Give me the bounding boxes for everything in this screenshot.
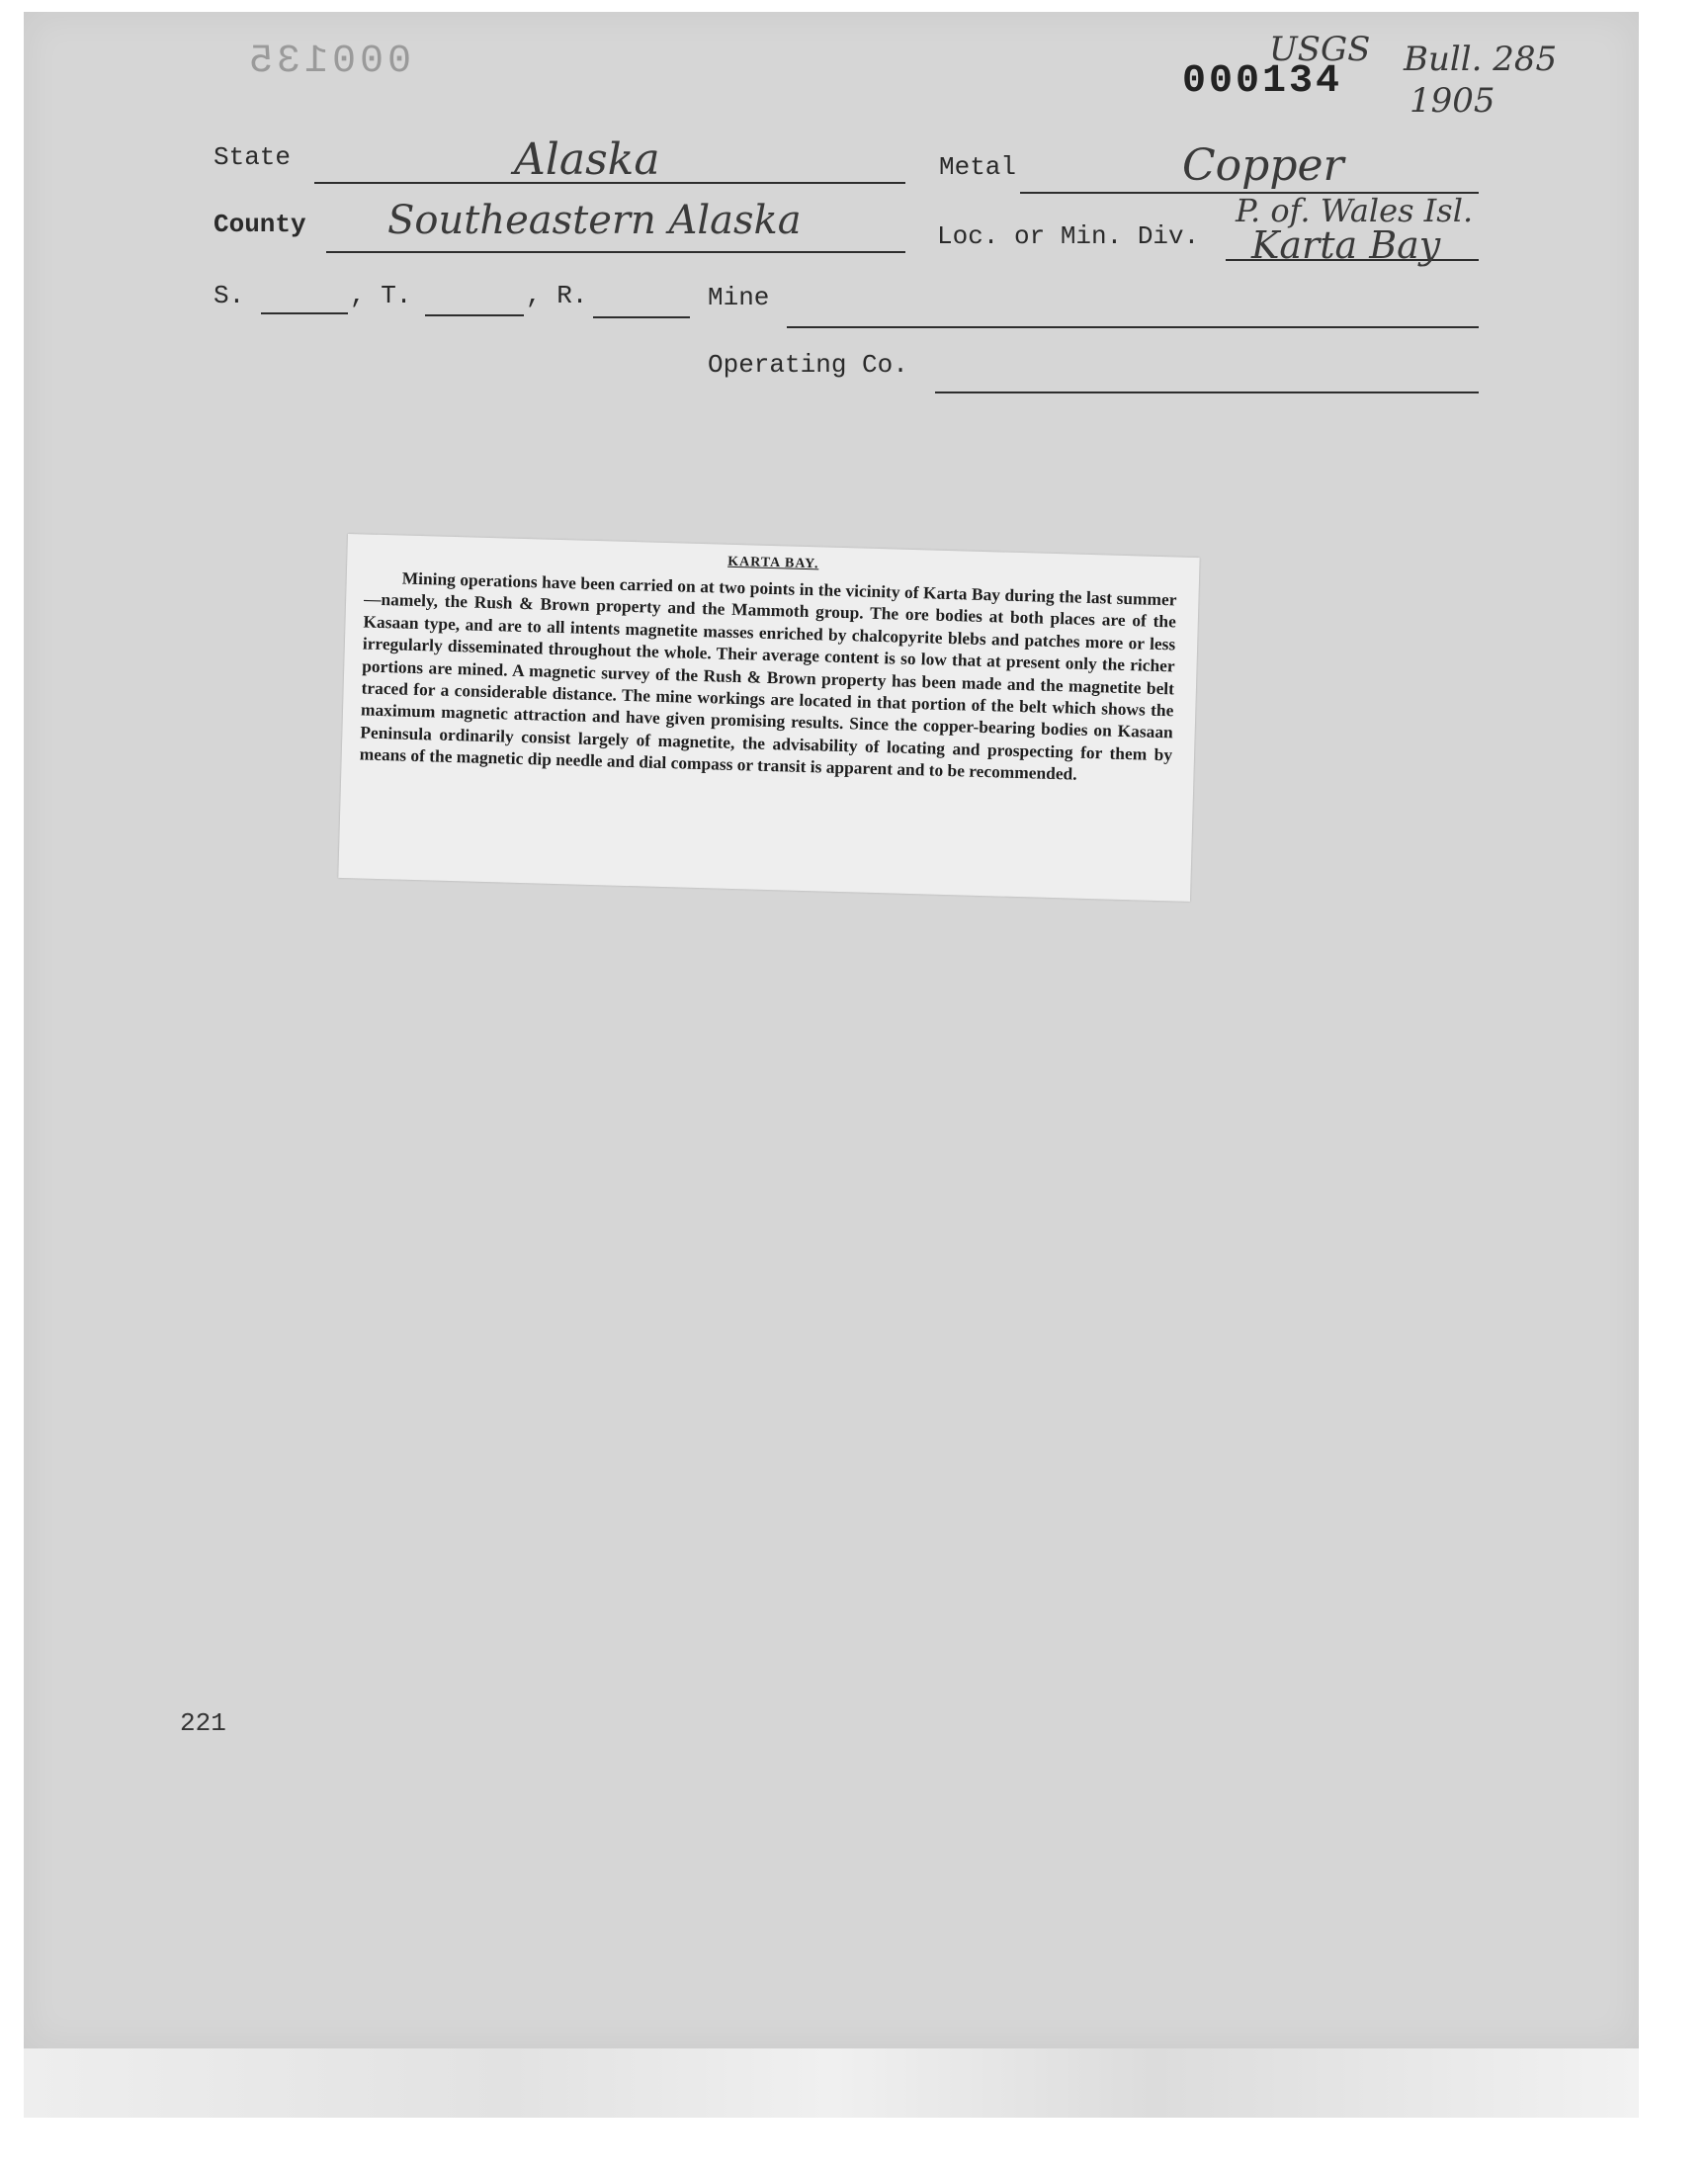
bleed-through-stamp: 000135 [245,40,412,84]
clipping-title: KARTA BAY. [727,554,819,572]
township-label: , T. [350,281,412,310]
metal-value: Copper [1182,140,1344,191]
county-value: Southeastern Alaska [387,198,802,243]
loc-value-island: P. of. Wales Isl. [1236,192,1474,229]
operating-co-line [935,392,1479,393]
reference-bulletin: Bull. 285 [1404,40,1558,79]
mine-line [787,326,1479,328]
metal-label: Metal [939,152,1017,182]
loc-label: Loc. or Min. Div. [937,221,1200,251]
range-line [593,316,690,318]
section-line [261,312,348,314]
county-label: County [214,210,306,239]
mine-label: Mine [708,283,770,312]
section-label: S. [214,281,245,310]
state-value: Alaska [514,134,660,185]
newspaper-clipping [338,534,1199,902]
township-line [425,314,524,316]
loc-value-division: Karta Bay [1251,223,1441,267]
clipping-text: Mining operations have been carried on at two points in the vicinity of Karta Bay during the last summer—namely, the Rush & Brown property and the Mammoth group. The ore bodies at both places are of the Kasaan type, and are to all intents magnetite masses enriched by chalcopyrite blebs and patches more or less irregularly disseminated throughout the whole. Their average content is so low that at present only the richer portions are mined. A magnetic survey of the Rush & Brown property has been made and the magnetite belt traced for a considerable distance. The mine workings are located in that portion of the belt which shows the maximum magnetic attraction and have given promising results. Since the copper-bearing bodies on Kasaan Peninsula ordinarily consist largely of magnetite, the advisability of locating and prospecting for them by means of the magnetic dip needle and dial compass or transit is apparent and to be recommended. [359,567,1177,784]
document-sheet [24,12,1639,2048]
page-number: 221 [180,1708,226,1738]
range-label: , R. [526,281,588,310]
document-number-stamp: 000134 [1182,59,1343,104]
operating-co-label: Operating Co. [708,350,908,380]
reference-source: USGS [1269,30,1371,69]
state-label: State [214,142,292,172]
scan-edge-band [24,2048,1639,2118]
reference-year: 1905 [1409,81,1495,121]
county-line [326,251,905,253]
